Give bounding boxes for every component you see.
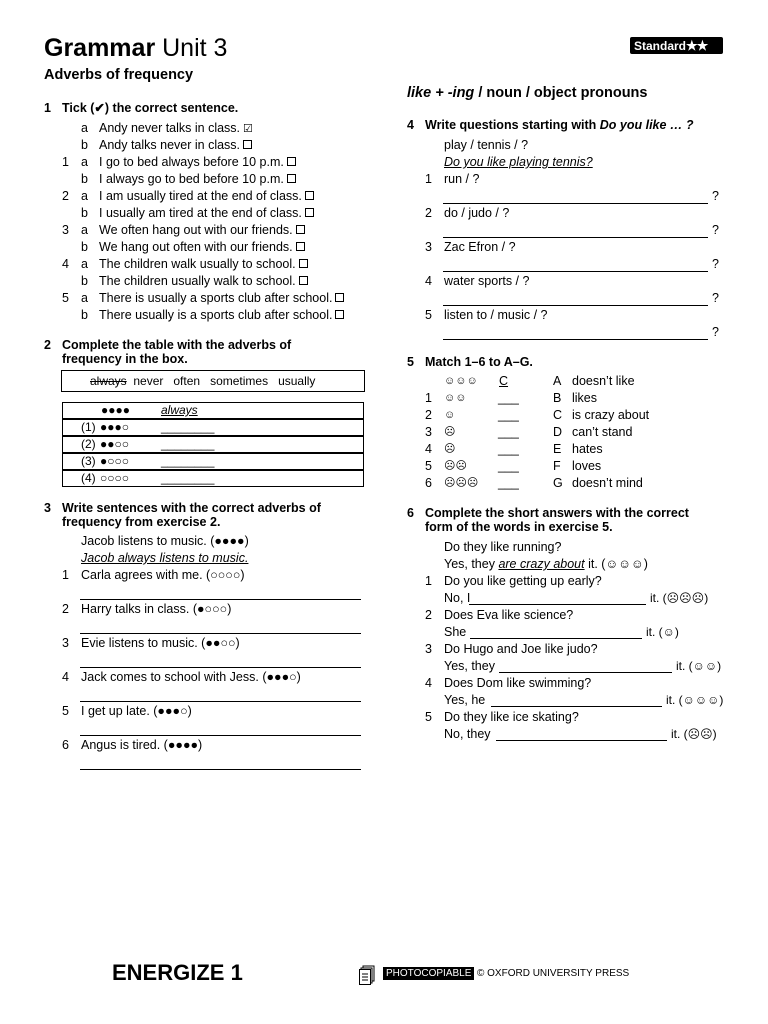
question-text: Does Eva like science?: [444, 608, 574, 622]
row-answer: ________: [161, 454, 215, 468]
table-row: [62, 470, 364, 487]
option-text: doesn’t like: [572, 374, 635, 388]
row-label: (2): [81, 437, 96, 451]
item-number: 3: [62, 223, 69, 237]
row-label: (3): [81, 454, 96, 468]
list-item: [99, 274, 308, 289]
page-title: Grammar Unit 3: [44, 34, 228, 62]
answer-line: [80, 667, 361, 668]
frequency-dots: ●○○○: [100, 454, 129, 468]
answer-line: [499, 672, 672, 673]
item-letter: a: [81, 189, 88, 203]
item-letter: b: [81, 240, 88, 254]
option-text: is crazy about: [572, 408, 650, 422]
prompt-text: run / ?: [444, 172, 480, 186]
item-number: 2: [425, 608, 432, 622]
tick-box: [305, 208, 314, 217]
option-text: loves: [572, 459, 602, 473]
tick-box: [335, 310, 344, 319]
prompt-text: Zac Efron / ?: [444, 240, 516, 254]
list-item: [99, 223, 305, 238]
ex4-instruction: 4 Write questions starting with Do you like … ?: [407, 118, 694, 132]
prompt-text: Evie listens to music. (●●○○): [81, 636, 240, 650]
answer-line: [470, 638, 642, 639]
item-number: 5: [425, 710, 432, 724]
ex3-example-answer: Jacob always listens to music.: [81, 551, 249, 565]
match-answer: ___: [498, 476, 519, 490]
face-icons: ☹☹☹: [444, 477, 479, 489]
prompt-text: I get up late. (●●●○): [81, 704, 192, 718]
item-number: 6: [62, 738, 69, 752]
match-answer: ___: [498, 408, 519, 422]
sentence-text: I go to bed always before 10 p.m.: [99, 155, 284, 169]
face-icons: ☹: [444, 443, 456, 455]
sentence-text: I am usually tired at the end of class.: [99, 189, 302, 203]
item-number: 2: [425, 408, 432, 422]
ex5-instruction: 5 Match 1–6 to A–G.: [407, 355, 533, 369]
list-item: [99, 257, 308, 272]
answer-line: [80, 633, 361, 634]
item-number: 1: [62, 568, 69, 582]
item-number: 1: [425, 172, 432, 186]
option-text: can’t stand: [572, 425, 633, 439]
publisher-label: © OXFORD UNIVERSITY PRESS: [477, 968, 630, 979]
answer-start: No, they: [444, 727, 491, 741]
answer-line: [491, 706, 662, 707]
answer-line: [80, 701, 361, 702]
table-row: [62, 436, 364, 453]
item-number: 3: [62, 636, 69, 650]
question-mark: ?: [712, 257, 719, 271]
question-text: Do Hugo and Joe like judo?: [444, 642, 598, 656]
row-answer: ________: [161, 420, 215, 434]
answer-line: [443, 271, 708, 272]
row-answer: always: [161, 403, 198, 417]
item-number: 4: [62, 257, 69, 271]
ex4-example-question: play / tennis / ?: [444, 138, 529, 152]
prompt-text: Jack comes to school with Jess. (●●●○): [81, 670, 301, 684]
item-letter: a: [81, 121, 88, 135]
table-row: [62, 419, 364, 436]
prompt-text: Angus is tired. (●●●●): [81, 738, 203, 752]
item-number: 2: [62, 189, 69, 203]
tick-box: [296, 242, 305, 251]
item-number: 2: [62, 602, 69, 616]
item-letter: a: [81, 291, 88, 305]
tick-box: [287, 174, 296, 183]
match-answer: ___: [498, 425, 519, 439]
match-answer: C: [499, 374, 509, 388]
item-letter: b: [81, 206, 88, 220]
option-letter: E: [553, 442, 562, 456]
question-text: Does Dom like swimming?: [444, 676, 592, 690]
answer-start: Yes, he: [444, 693, 486, 707]
sentence-text: We hang out often with our friends.: [99, 240, 293, 254]
question-text: Do they like ice skating?: [444, 710, 579, 724]
option-text: hates: [572, 442, 603, 456]
option-letter: D: [553, 425, 563, 439]
face-icons: ☹☹: [444, 460, 467, 472]
tick-box: [287, 157, 296, 166]
ex6-example-question: Do they like running?: [444, 540, 562, 554]
face-icons: ☹: [444, 426, 456, 438]
sentence-text: I usually am tired at the end of class.: [99, 206, 302, 220]
option-letter: B: [553, 391, 562, 405]
frequency-dots: ●●●●: [101, 403, 130, 417]
tick-box: [299, 276, 308, 285]
list-item: [99, 291, 344, 306]
star-icon: ★★: [686, 38, 708, 53]
list-item: [99, 138, 252, 153]
answer-line: [80, 599, 361, 600]
item-number: 4: [62, 670, 69, 684]
tick-box: [243, 140, 252, 149]
ex3-instruction: 3 Write sentences with the correct adverbs of frequency from exercise 2.: [44, 501, 321, 529]
list-item: [99, 155, 296, 170]
row-label: (4): [81, 471, 96, 485]
item-number: 5: [425, 308, 432, 322]
list-item: [99, 206, 314, 221]
answer-start: No, I: [444, 591, 471, 605]
item-letter: a: [81, 155, 88, 169]
sentence-text: Andy talks never in class.: [99, 138, 241, 152]
question-mark: ?: [712, 325, 719, 339]
option-letter: F: [553, 459, 561, 473]
answer-end: it. (☺): [646, 625, 679, 639]
option-letter: G: [553, 476, 563, 490]
item-number: 5: [425, 459, 432, 473]
frequency-dots: ●●○○: [100, 437, 129, 451]
item-letter: b: [81, 138, 88, 152]
answer-line: [443, 203, 708, 204]
sentence-text: We often hang out with our friends.: [99, 223, 293, 237]
row-answer: ________: [161, 471, 215, 485]
item-number: 4: [425, 274, 432, 288]
match-answer: ___: [498, 391, 519, 405]
table-row: [62, 402, 364, 419]
tick-box: [296, 225, 305, 234]
item-number: 1: [425, 574, 432, 588]
answer-end: it. (☺☺): [676, 659, 722, 673]
list-item: [99, 121, 253, 137]
answer-line: [496, 740, 667, 741]
answer-line: [443, 237, 708, 238]
sentence-text: There usually is a sports club after school.: [99, 308, 333, 322]
sentence-text: The children usually walk to school.: [99, 274, 296, 288]
answer-start: Yes, they: [444, 659, 495, 673]
question-mark: ?: [712, 291, 719, 305]
question-mark: ?: [712, 189, 719, 203]
match-answer: ___: [498, 459, 519, 473]
section-title-adverbs: Adverbs of frequency: [44, 67, 194, 83]
face-icons: ☺☺☺: [444, 375, 478, 387]
option-text: doesn’t mind: [572, 476, 643, 490]
answer-line: [443, 305, 708, 306]
prompt-text: water sports / ?: [444, 274, 530, 288]
prompt-text: listen to / music / ?: [444, 308, 548, 322]
item-number: 3: [425, 425, 432, 439]
sentence-text: Andy never talks in class.: [99, 121, 241, 135]
item-number: 4: [425, 442, 432, 456]
level-badge: Standard★★: [630, 37, 723, 54]
item-number: 4: [425, 676, 432, 690]
answer-line: [80, 735, 361, 736]
frequency-dots: ●●●○: [100, 420, 129, 434]
photocopy-icon: [359, 965, 375, 985]
item-number: 1: [62, 155, 69, 169]
ex2-instruction: 2 Complete the table with the adverbs of frequency in the box.: [44, 338, 292, 366]
item-number: 3: [425, 240, 432, 254]
prompt-text: Harry talks in class. (●○○○): [81, 602, 232, 616]
prompt-text: do / judo / ?: [444, 206, 510, 220]
word-box: always never often sometimes usually: [61, 370, 365, 392]
face-icons: ☺: [444, 409, 456, 421]
option-letter: A: [553, 374, 562, 388]
list-item: [99, 189, 314, 204]
ex3-example-question: Jacob listens to music. (●●●●): [81, 534, 249, 548]
item-letter: b: [81, 308, 88, 322]
item-letter: b: [81, 274, 88, 288]
tick-box: [299, 259, 308, 268]
tick-box: [335, 293, 344, 302]
row-answer: ________: [161, 437, 215, 451]
prompt-text: Carla agrees with me. (○○○○): [81, 568, 245, 582]
answer-line: [443, 339, 708, 340]
ex4-example-answer: Do you like playing tennis?: [444, 155, 593, 169]
frequency-dots: ○○○○: [100, 471, 129, 485]
photocopiable-label: PHOTOCOPIABLE: [383, 967, 474, 980]
list-item: [99, 172, 296, 187]
answer-line: [469, 604, 646, 605]
row-label: (1): [81, 420, 96, 434]
option-text: likes: [572, 391, 598, 405]
table-row: [62, 453, 364, 470]
item-number: 6: [425, 476, 432, 490]
option-letter: C: [553, 408, 563, 422]
answer-line: [80, 769, 361, 770]
answer-end: it. (☺☺☺): [666, 693, 724, 707]
match-answer: ___: [498, 442, 519, 456]
answer-end: it. (☹☹☹): [650, 591, 709, 605]
list-item: [99, 240, 305, 255]
ex6-instruction: 6 Complete the short answers with the correct form of the words in exercise 5.: [407, 506, 689, 534]
section-title-like-ing: like + -ing / noun / object pronouns: [407, 85, 648, 101]
ex1-instruction: 1 Tick (✔) the correct sentence.: [44, 101, 239, 115]
list-item: [99, 308, 344, 323]
item-number: 5: [62, 704, 69, 718]
tick-box: [305, 191, 314, 200]
sentence-text: There is usually a sports club after school.: [99, 291, 333, 305]
item-number: 5: [62, 291, 69, 305]
item-letter: a: [81, 257, 88, 271]
item-number: 3: [425, 642, 432, 656]
question-mark: ?: [712, 223, 719, 237]
item-number: 1: [425, 391, 432, 405]
item-letter: a: [81, 223, 88, 237]
sentence-text: I always go to bed before 10 p.m.: [99, 172, 284, 186]
question-text: Do you like getting up early?: [444, 574, 602, 588]
answer-start: She: [444, 625, 467, 639]
answer-end: it. (☹☹): [671, 727, 717, 741]
face-icons: ☺☺: [444, 392, 467, 404]
ex6-example-answer: Yes, they are crazy about it. (☺☺☺): [444, 557, 648, 571]
item-number: 2: [425, 206, 432, 220]
item-letter: b: [81, 172, 88, 186]
tick-box-checked: ☑: [243, 123, 253, 135]
energize-logo: ENERGIZE 1: [112, 960, 243, 985]
sentence-text: The children walk usually to school.: [99, 257, 296, 271]
